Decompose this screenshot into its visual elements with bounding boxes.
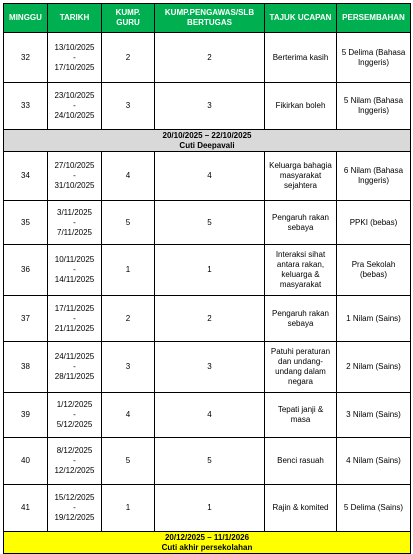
cell-minggu: 41 <box>4 485 48 532</box>
cell-persembahan: 3 Nilam (Sains) <box>337 393 411 438</box>
date-dash: - <box>73 313 76 323</box>
cell-persembahan: Pra Sekolah (bebas) <box>337 245 411 296</box>
date-dash: - <box>73 410 76 419</box>
cell-kump-guru: 5 <box>102 438 155 485</box>
table-row <box>4 152 411 201</box>
cell-kump-pengawas: 2 <box>155 33 265 83</box>
table-row <box>4 438 411 485</box>
date-from: 15/12/2025 <box>54 493 95 502</box>
cell-kump-pengawas: 5 <box>155 438 265 485</box>
date-dash: - <box>73 503 76 512</box>
cell-kump-pengawas: 4 <box>155 152 265 201</box>
cell-minggu: 34 <box>4 152 48 201</box>
cell-tarikh <box>48 438 102 485</box>
cell-kump-pengawas: 4 <box>155 393 265 438</box>
table-row <box>4 342 411 393</box>
date-from: 8/12/2025 <box>56 446 93 455</box>
cell-tajuk: Berterima kasih <box>265 33 337 83</box>
cell-tajuk: Fikirkan boleh <box>265 83 337 130</box>
date-dash: - <box>73 362 76 371</box>
cell-persembahan: 5 Delima (Bahasa Inggeris) <box>337 33 411 83</box>
cell-tajuk: Pengaruh rakan sebaya <box>265 296 337 342</box>
cell-tarikh <box>48 393 102 438</box>
rows-after-break <box>4 152 411 532</box>
schedule-table-wrapper <box>3 3 410 554</box>
header-kump-guru: KUMP. GURU <box>102 4 155 33</box>
cell-minggu: 39 <box>4 393 48 438</box>
table-row <box>4 83 411 130</box>
cell-kump-guru: 3 <box>102 342 155 393</box>
cell-persembahan: 5 Delima (Sains) <box>337 485 411 532</box>
table-row <box>4 201 411 245</box>
date-to: 31/10/2025 <box>54 181 95 190</box>
cell-minggu: 38 <box>4 342 48 393</box>
cell-tajuk: Interaksi sihat antara rakan, keluarga & masyarakat <box>265 245 337 296</box>
header-tajuk: TAJUK UCAPAN <box>265 4 337 33</box>
cell-tajuk: Keluarga bahagia masyarakat sejahtera <box>265 152 337 201</box>
cell-kump-pengawas: 3 <box>155 342 265 393</box>
cell-persembahan: 4 Nilam (Sains) <box>337 438 411 485</box>
cell-kump-guru: 3 <box>102 83 155 130</box>
cell-tarikh <box>48 201 102 245</box>
cell-kump-guru: 1 <box>102 245 155 296</box>
cell-kump-guru: 2 <box>102 296 155 342</box>
date-dash: - <box>73 217 76 227</box>
cell-kump-pengawas: 1 <box>155 485 265 532</box>
date-to: 28/11/2025 <box>54 372 95 381</box>
date-to: 12/12/2025 <box>54 466 95 475</box>
cell-kump-guru: 5 <box>102 201 155 245</box>
cell-kump-pengawas: 3 <box>155 83 265 130</box>
cell-tarikh <box>48 296 102 342</box>
cell-minggu: 40 <box>4 438 48 485</box>
header-kump-pengawas: KUMP.PENGAWAS/SLB BERTUGAS <box>155 4 265 33</box>
cell-tarikh <box>48 245 102 296</box>
date-to: 17/10/2025 <box>54 62 95 72</box>
date-dash: - <box>73 52 76 62</box>
cell-kump-guru: 4 <box>102 393 155 438</box>
cell-tarikh <box>48 342 102 393</box>
cell-tajuk: Benci rasuah <box>265 438 337 485</box>
cell-persembahan: 6 Nilam (Bahasa Inggeris) <box>337 152 411 201</box>
cell-kump-pengawas: 2 <box>155 296 265 342</box>
break-row-year-end <box>4 532 411 554</box>
cell-minggu: 37 <box>4 296 48 342</box>
table-row <box>4 245 411 296</box>
cell-tajuk: Patuhi peraturan dan undang-undang dalam negara <box>265 342 337 393</box>
date-from: 13/10/2025 <box>54 42 95 52</box>
date-from: 1/12/2025 <box>56 400 93 409</box>
date-to: 19/12/2025 <box>54 513 95 522</box>
cell-tajuk: Tepati janji & masa <box>265 393 337 438</box>
date-dash: - <box>73 265 76 274</box>
break-label: Cuti akhir persekolahan <box>161 542 253 552</box>
date-from: 27/10/2025 <box>54 161 95 170</box>
break-cell-deepavali <box>4 130 411 152</box>
cell-persembahan: 2 Nilam (Sains) <box>337 342 411 393</box>
date-from: 23/10/2025 <box>54 91 95 100</box>
cell-tajuk: Rajin & komited <box>265 485 337 532</box>
cell-minggu: 36 <box>4 245 48 296</box>
cell-persembahan: 5 Nilam (Bahasa Inggeris) <box>337 83 411 130</box>
date-to: 21/11/2025 <box>54 323 95 333</box>
table-row <box>4 296 411 342</box>
cell-kump-pengawas: 1 <box>155 245 265 296</box>
cell-tajuk: Pengaruh rakan sebaya <box>265 201 337 245</box>
date-to: 7/11/2025 <box>57 227 92 237</box>
cell-minggu: 33 <box>4 83 48 130</box>
rows-before-break <box>4 33 411 130</box>
cell-kump-guru: 1 <box>102 485 155 532</box>
header-tarikh: TARIKH <box>48 4 102 33</box>
cell-tarikh <box>48 485 102 532</box>
table-row <box>4 393 411 438</box>
header-row <box>4 4 411 33</box>
cell-tarikh <box>48 33 102 83</box>
date-from: 17/11/2025 <box>54 303 95 313</box>
date-from: 10/11/2025 <box>54 255 95 264</box>
table-row <box>4 33 411 83</box>
cell-kump-guru: 4 <box>102 152 155 201</box>
date-from: 3/11/2025 <box>57 207 92 217</box>
break-cell-year-end <box>4 532 411 554</box>
date-to: 14/11/2025 <box>54 275 95 284</box>
date-dash: - <box>73 456 76 465</box>
break-dates: 20/12/2025 – 11/1/2026 <box>164 532 250 542</box>
table-row <box>4 485 411 532</box>
date-to: 24/10/2025 <box>54 111 95 120</box>
schedule-table <box>3 3 411 554</box>
date-from: 24/11/2025 <box>54 352 95 361</box>
header-persembahan: PERSEMBAHAN <box>337 4 411 33</box>
header-minggu: MINGGU <box>4 4 48 33</box>
cell-kump-pengawas: 5 <box>155 201 265 245</box>
cell-tarikh <box>48 152 102 201</box>
break-row-deepavali <box>4 130 411 152</box>
cell-persembahan: 1 Nilam (Sains) <box>337 296 411 342</box>
date-dash: - <box>73 101 76 110</box>
date-dash: - <box>73 171 76 180</box>
cell-minggu: 32 <box>4 33 48 83</box>
break-label: Cuti Deepavali <box>179 140 235 150</box>
break-dates: 20/10/2025 – 22/10/2025 <box>162 130 252 140</box>
date-to: 5/12/2025 <box>56 420 93 429</box>
cell-minggu: 35 <box>4 201 48 245</box>
cell-kump-guru: 2 <box>102 33 155 83</box>
cell-tarikh <box>48 83 102 130</box>
cell-persembahan: PPKI (bebas) <box>337 201 411 245</box>
